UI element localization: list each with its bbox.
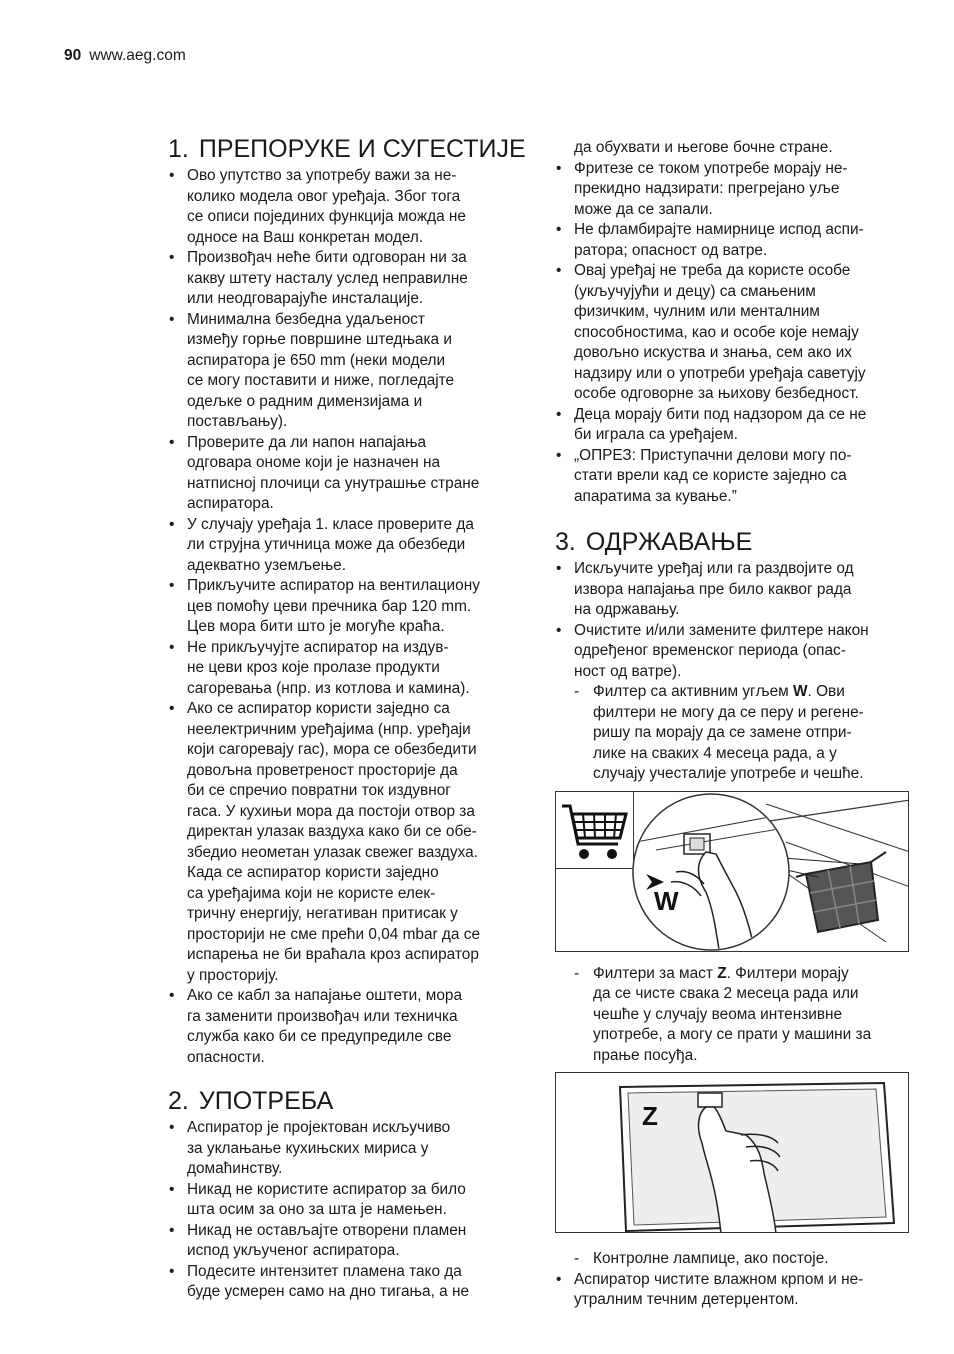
list-item: • Подесите интензитет пламена тако да буде усмерен само на дно тигања, а не [168, 1262, 528, 1303]
carbon-filter-illustration [555, 791, 909, 952]
section-3-title: ОДРЖАВАЊЕ [585, 528, 753, 556]
site-url: www.aeg.com [89, 47, 186, 64]
list-item: • Не фламбирајте намирнице испод аспи- ратора; опасност од ватре. [555, 220, 915, 261]
filter-w-label: W [654, 885, 679, 916]
section-2-list [168, 1118, 528, 1303]
list-item: • У случају уређаја 1. класе проверите да ли струјна утичница може да обезбеди адекватно уземљење. [168, 515, 528, 577]
grease-filter-drawing [556, 1073, 909, 1233]
section-3-list-c [555, 1249, 915, 1311]
section-2-heading [168, 1086, 528, 1116]
list-item: • Никад не остављајте отворени пламен испод укљученог аспиратора. [168, 1221, 528, 1262]
list-item: • Фритезе се током употребе морају не- прекидно надзирати: прегрејано уље може да се запали. [555, 159, 915, 221]
list-item: • Никад не користите аспиратор за било шта осим за оно за шта је намењен. [168, 1180, 528, 1221]
list-item: • Очистите и/или замените филтере након одређеног временског периода (опас- ност од ватре). [555, 621, 915, 683]
list-item: • Деца морају бити под надзором да се не би играла са уређајем. [555, 405, 915, 446]
sub-item-lamps: - Контролне лампице, ако постоје. [555, 1249, 915, 1270]
sub-item-grease-filter: - Филтери за маст Z. Филтери морају да се чисте свака 2 месеца рада или чешће у случају веома интензивне употребе, а могу се прати у машини за прање посуђа. [555, 964, 915, 1067]
list-item: • „ОПРЕЗ: Приступачни делови могу по- стати врели кад се користе заједно са апаратима за кување.” [555, 446, 915, 508]
list-item: • Ово упутство за употребу важи за не- колико модела овог уређаја. Због тога се описи појединих функција можда не односе на Ваш конкретан модел. [168, 166, 528, 248]
section-2-number: 2. [168, 1087, 189, 1115]
right-column [555, 138, 915, 1311]
sub-item-carbon-filter: - Филтер са активним угљем W. Ови филтери не могу да се перу и регене- ришу па морају да се замене отпри- лике на сваких 4 месеца рада, а у случају учесталије употребе и чешће. [555, 682, 915, 785]
list-item: • Проверите да ли напон напајања одговара ономе који је назначен на натписној плочици са унутрашње стране аспиратора. [168, 433, 528, 515]
section-1-heading [168, 134, 528, 164]
section-3-list-b [555, 964, 915, 1067]
section-3-list [555, 559, 915, 785]
page-number: 90 [64, 47, 82, 64]
section-3-heading [555, 527, 915, 557]
left-column [168, 134, 528, 1303]
list-item: • Произвођач неће бити одговоран ни за какву штету насталу услед неправилне или неодговарајуће инсталације. [168, 248, 528, 310]
list-item: • Аспиратор чистите влажном крпом и не- утралним течним детерџентом. [555, 1270, 915, 1311]
page-header [64, 47, 186, 65]
section-2-list-continued [555, 159, 915, 508]
section-1-title: ПРЕПОРУКЕ И СУГЕСТИЈЕ [198, 135, 526, 163]
section-3-number: 3. [555, 528, 576, 556]
filter-drawing [556, 792, 909, 952]
list-item: • Не прикључујте аспиратор на издув- не цеви кроз које пролазе продукти сагоревања (нпр. из котлова и камина). [168, 638, 528, 700]
section-2-title: УПОТРЕБА [198, 1087, 334, 1115]
grease-filter-illustration [555, 1072, 909, 1233]
filter-z-label: Z [642, 1101, 658, 1131]
list-item: • Искључите уређај или га раздвојите од извора напајања пре било каквог рада на одржавању. [555, 559, 915, 621]
list-item: • Прикључите аспиратор на вентилациону цев помоћу цеви пречника бар 120 mm. Цев мора бити што је могуће краћа. [168, 576, 528, 638]
list-item: • Овај уређај не треба да користе особе (укључујући и децу) са смањеним физичким, чулним или менталним способностима, као и особе које немају довољно искуства и знања, сем ако их надзиру или о употреби уређаја саветују особе одговорне за њихову безбедност. [555, 261, 915, 405]
list-item: • Ако се аспиратор користи заједно са неелектричним уређајима (нпр. уређаји који сагоревају гас), мора се обезбедити довољна проветреност просторије да би се спречио повратни ток издувног гаса. У кухињи мора да постоји отвор за директан улазак ваздуха како би се обе- збедио неометан улазак свежег ваздуха. Када се аспиратор користи заједно са уређајима који не користе елек- тричну енергију, негативан притисак у просторији не сме прећи 0,04 mbar да се испарења не би враћала кроз аспиратор у просторију. [168, 699, 528, 986]
section-1-number: 1. [168, 135, 189, 163]
section-1-list [168, 166, 528, 1068]
list-item: • Минимална безбедна удаљеност између горње површине штедњака и аспиратора је 650 mm (неки модели се могу поставити и ниже, погледајте одељке о радним димензијама и постављању). [168, 310, 528, 433]
list-item-continuation: да обухвати и његове бочне стране. [574, 139, 833, 156]
list-item: • Аспиратор је пројектован искључиво за уклањање кухињских мириса у домаћинству. [168, 1118, 528, 1180]
list-item: • Ако се кабл за напајање оштети, мора га заменити произвођач или техничка служба како би се предупредиле све опасности. [168, 986, 528, 1068]
